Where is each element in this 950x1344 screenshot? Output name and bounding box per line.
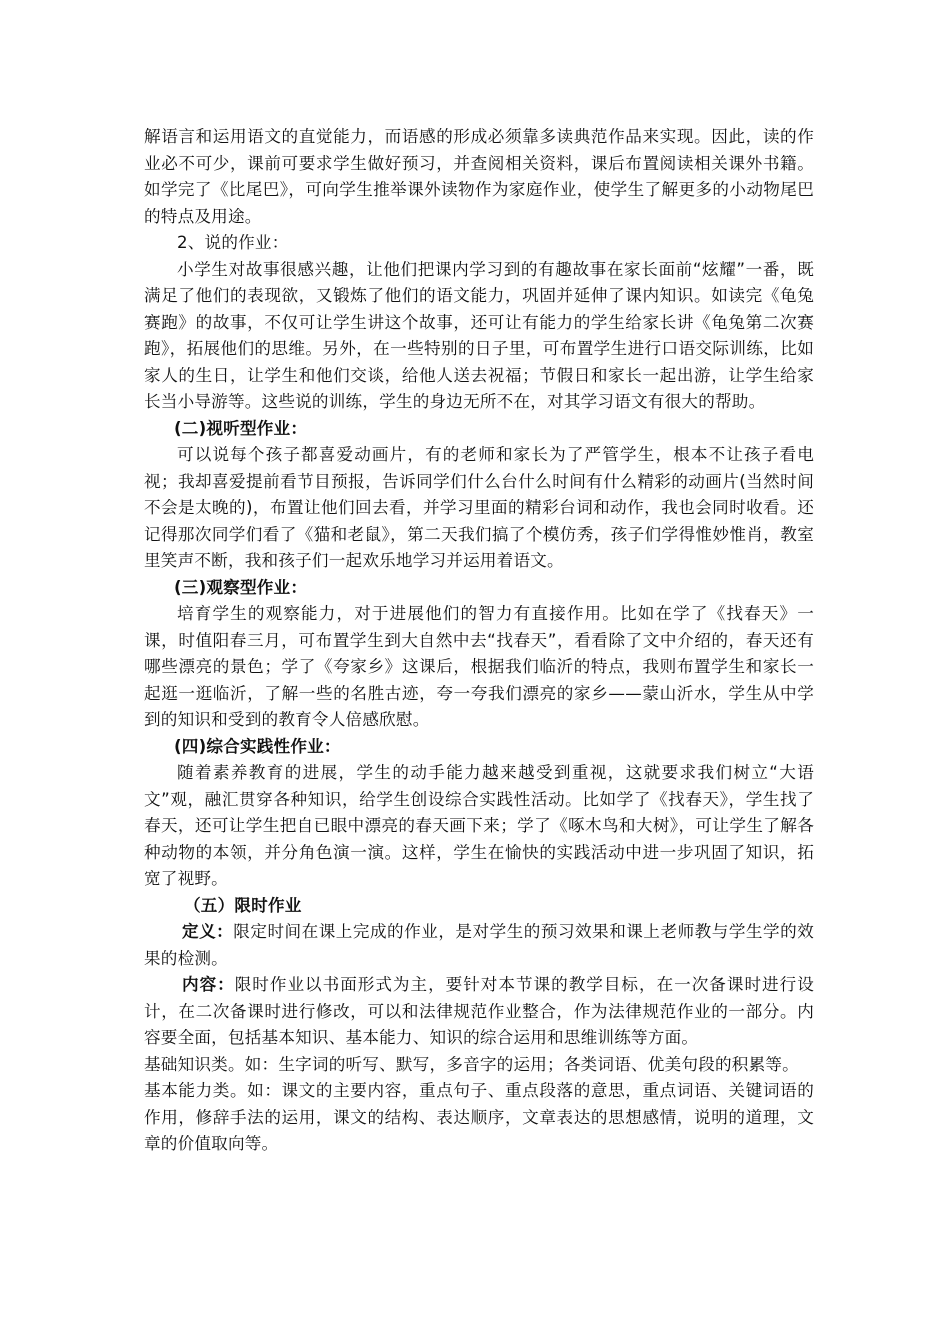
heading-timed-homework: （五）限时作业: [184, 895, 302, 915]
paragraph-definition: [144, 919, 814, 972]
paragraph-reading-homework: 解语言和运用语文的直觉能力，而语感的形成必须靠多读典范作品来实现。因此，读的作业必不可少，课前可要求学生做好预习，并查阅相关资料，课后布置阅读相关课外书籍。如学完了《比尾巴》，可向学生推举课外读物作为家庭作业，使学生了解更多的小动物尾巴的特点及用途。: [144, 127, 814, 226]
definition-label: 定义：: [182, 922, 234, 941]
heading-practice-homework: (四)综合实践性作业：: [174, 736, 341, 756]
heading-speaking-homework: 2、说的作业：: [177, 233, 289, 252]
content-text: 限时作业以书面形式为主，要针对本节课的教学目标，在一次备课时进行设计，在二次备课时进行修改，可以和法律规范作业整合，作为法律规范作业的一部分。内容要全面，包括基本知识、基本能力、知识的综合运用和思维训练等方面。: [144, 975, 814, 1047]
paragraph-content: [144, 972, 814, 1052]
paragraph-observation-homework: 培育学生的观察能力，对于进展他们的智力有直接作用。比如在学了《找春天》一课，时值阳春三月，可布置学生到大自然中去“找春天”，看看除了文中介绍的，春天还有哪些漂亮的景色；学了《夸家乡》这课后，根据我们临沂的特点，我则布置学生和家长一起逛一逛临沂，了解一些的名胜古迹，夸一夸我们漂亮的家乡——蒙山沂水，学生从中学到的知识和受到的教育令人倍感欣慰。: [144, 604, 814, 729]
content-label: 内容：: [182, 975, 235, 994]
paragraph-basic-ability: 基本能力类。如：课文的主要内容，重点句子、重点段落的意思，重点词语、关键词语的作用，修辞手法的运用，课文的结构、表达顺序，文章表达的思想感情，说明的道理，文章的价值取向等。: [144, 1081, 814, 1153]
paragraph-speaking-homework: 小学生对故事很感兴趣，让他们把课内学习到的有趣故事在家长面前“炫耀”一番，既满足了他们的表现欲，又锻炼了他们的语文能力，巩固并延伸了课内知识。如读完《龟兔赛跑》的故事，不仅可让学生讲这个故事，还可让有能力的学生给家长讲《龟兔第二次赛跑》，拓展他们的思维。另外，在一些特别的日子里，可布置学生进行口语交际训练，比如家人的生日，让学生和他们交谈，给他人送去祝福；节假日和家长一起出游，让学生给家长当小导游等。这些说的训练，学生的身边无所不在，对其学习语文有很大的帮助。: [144, 259, 814, 411]
paragraph-audiovisual-homework: 可以说每个孩子都喜爱动画片，有的老师和家长为了严管学生，根本不让孩子看电视；我却喜爱提前看节目预报，告诉同学们什么台什么时间有什么精彩的动画片(当然时间不会是太晚的)，布置让他们回去看，并学习里面的精彩台词和动作，我也会同时收看。还记得那次同学们看了《猫和老鼠》，第二天我们搞了个模仿秀，孩子们学得惟妙惟肖，教室里笑声不断，我和孩子们一起欢乐地学习并运用着语文。: [144, 445, 814, 570]
document-page: [144, 124, 814, 1158]
heading-observation-homework: (三)观察型作业：: [174, 577, 308, 597]
definition-text: 限定时间在课上完成的作业，是对学生的预习效果和课上老师教与学生学的效果的检测。: [144, 922, 814, 968]
heading-audiovisual-homework: (二)视听型作业：: [174, 418, 308, 438]
paragraph-practice-homework: 随着素养教育的进展，学生的动手能力越来越受到重视，这就要求我们树立“大语文”观，融汇贯穿各种知识，给学生创设综合实践性活动。比如学了《找春天》，学生找了春天，还可让学生把自已眼中漂亮的春天画下来；学了《啄木鸟和大树》，可让学生了解各种动物的本领，并分角色演一演。这样，学生在愉快的实践活动中进一步巩固了知识，拓宽了视野。: [144, 763, 814, 888]
paragraph-basic-knowledge: 基础知识类。如：生字词的听写、默写，多音字的运用；各类词语、优美句段的积累等。: [144, 1054, 799, 1074]
